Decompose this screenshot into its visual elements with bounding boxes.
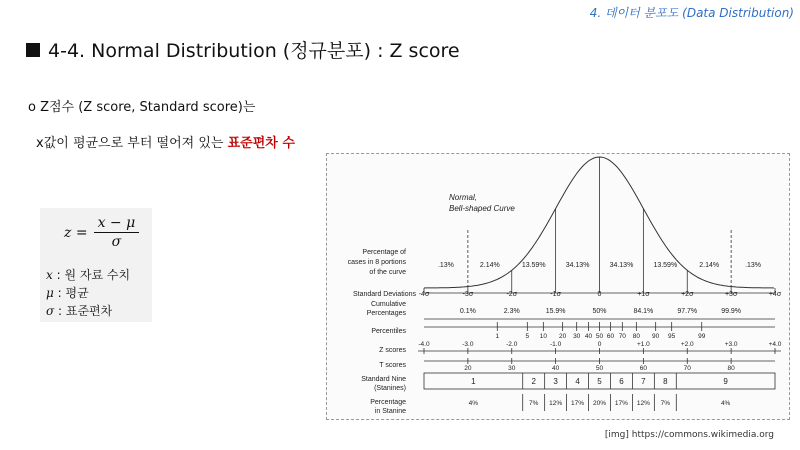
def-sigma: σ : 표준편차 bbox=[46, 304, 113, 318]
sd-tick-label: -2σ bbox=[506, 291, 518, 298]
stanine-label: 5 bbox=[597, 377, 602, 386]
stanine-label: 4 bbox=[575, 377, 580, 386]
sd-tick-label: +3σ bbox=[724, 291, 738, 298]
percentile-label: 10 bbox=[539, 333, 547, 340]
sd-tick-label: -3σ bbox=[462, 291, 474, 298]
percentile-label: 95 bbox=[668, 333, 676, 340]
percentile-label: 40 bbox=[584, 333, 593, 340]
stanine-pct-label: 17% bbox=[571, 400, 585, 407]
sd-tick-label: 0 bbox=[597, 291, 602, 298]
row-label-cumulative: Percentages bbox=[366, 310, 406, 317]
stanine-label: 6 bbox=[619, 377, 624, 386]
t-score-label: 20 bbox=[464, 365, 472, 372]
z-score-label: -2.0 bbox=[506, 341, 518, 348]
formula-denominator: σ bbox=[111, 234, 122, 250]
stanine-label: 3 bbox=[553, 377, 558, 386]
t-score-label: 70 bbox=[683, 365, 691, 372]
row-label-pct-cases: cases in 8 portions bbox=[347, 259, 406, 266]
cumulative-label: 0.1% bbox=[459, 308, 476, 315]
def-mu: μ : 평균 bbox=[46, 286, 89, 300]
percentile-label: 50 bbox=[595, 333, 604, 340]
title-square-icon bbox=[26, 43, 40, 57]
cumulative-label: 15.9% bbox=[545, 308, 566, 315]
cumulative-label: 50% bbox=[592, 308, 607, 315]
description bbox=[36, 132, 295, 151]
row-label-cumulative: Cumulative bbox=[370, 301, 406, 308]
portion-percentage: .13% bbox=[745, 262, 762, 269]
portion-percentage: 2.14% bbox=[699, 262, 720, 269]
z-score-label: +3.0 bbox=[724, 341, 738, 348]
percentile-label: 60 bbox=[606, 333, 615, 340]
cumulative-label: 97.7% bbox=[677, 308, 698, 315]
stanine-label: 7 bbox=[641, 377, 646, 386]
portion-percentage: 34.13% bbox=[565, 262, 590, 269]
row-label-pct-cases: of the curve bbox=[369, 269, 406, 276]
stanine-pct-label: 20% bbox=[592, 400, 607, 407]
distribution-svg bbox=[327, 154, 789, 419]
sd-tick-label: +2σ bbox=[681, 291, 694, 298]
description-prefix: x값이 평균으로 부터 떨어져 있는 bbox=[36, 136, 228, 151]
stanine-pct-label: 17% bbox=[614, 400, 628, 407]
row-label-stanines: (Stanines) bbox=[374, 385, 406, 392]
formula-definitions bbox=[46, 266, 130, 320]
cumulative-label: 2.3% bbox=[503, 308, 520, 315]
stanine-pct-label: 12% bbox=[636, 400, 650, 407]
curve-label-line: Bell-shaped Curve bbox=[449, 204, 515, 213]
z-score-label: +1.0 bbox=[636, 341, 650, 348]
t-score-label: 40 bbox=[552, 365, 560, 372]
portion-percentage: 13.59% bbox=[521, 262, 546, 269]
percentile-label: 5 bbox=[525, 333, 530, 340]
z-formula bbox=[64, 214, 139, 251]
z-score-label: -1.0 bbox=[550, 341, 562, 348]
description-highlight: 표준편차 수 bbox=[227, 136, 295, 151]
slide-title bbox=[26, 36, 460, 63]
normal-distribution-figure bbox=[326, 153, 790, 420]
percentile-label: 30 bbox=[573, 333, 581, 340]
percentile-label: 1 bbox=[495, 333, 500, 340]
percentile-label: 99 bbox=[698, 333, 706, 340]
sd-tick-label: -1σ bbox=[550, 291, 561, 298]
z-score-label: -3.0 bbox=[462, 341, 474, 348]
sd-tick-label: +4σ bbox=[768, 291, 782, 298]
formula-lhs: z = bbox=[64, 224, 88, 241]
bell-curve bbox=[424, 157, 774, 288]
row-label-stanine-pct: in Stanine bbox=[374, 408, 406, 415]
percentile-label: 90 bbox=[652, 333, 660, 340]
row-label-stanines: Standard Nine bbox=[361, 376, 406, 383]
percentile-label: 20 bbox=[559, 333, 567, 340]
slide-title-text: 4-4. Normal Distribution (정규분포) : Z score bbox=[48, 40, 460, 62]
t-score-label: 80 bbox=[727, 365, 735, 372]
percentile-label: 80 bbox=[632, 333, 640, 340]
cumulative-label: 99.9% bbox=[721, 308, 742, 315]
stanine-label: 2 bbox=[531, 377, 536, 386]
row-label-pct-cases: Percentage of bbox=[362, 249, 406, 256]
sd-tick-label: -4σ bbox=[418, 291, 430, 298]
t-score-label: 60 bbox=[639, 365, 647, 372]
portion-percentage: 2.14% bbox=[479, 262, 500, 269]
formula-box bbox=[40, 208, 152, 322]
t-score-label: 30 bbox=[508, 365, 516, 372]
percentile-label: 70 bbox=[618, 333, 626, 340]
row-label-t: T scores bbox=[379, 362, 406, 369]
stanine-pct-label: 4% bbox=[720, 400, 731, 407]
stanine-pct-label: 7% bbox=[660, 400, 671, 407]
formula-numerator: x − μ bbox=[94, 214, 140, 233]
row-label-sd: Standard Deviations bbox=[352, 291, 416, 298]
z-score-label: 0 bbox=[597, 341, 602, 348]
cumulative-label: 84.1% bbox=[633, 308, 654, 315]
z-score-label: -4.0 bbox=[418, 341, 430, 348]
portion-percentage: 34.13% bbox=[609, 262, 634, 269]
def-x: x : 원 자료 수치 bbox=[46, 268, 131, 282]
stanine-label: 1 bbox=[471, 377, 476, 386]
row-label-stanine-pct: Percentage bbox=[370, 399, 406, 406]
stanine-pct-label: 7% bbox=[528, 400, 539, 407]
stanine-label: 8 bbox=[663, 377, 668, 386]
t-score-label: 50 bbox=[595, 365, 604, 372]
section-tag: 4. 데이터 분포도 (Data Distribution) bbox=[589, 6, 794, 20]
image-credit: [img] https://commons.wikimedia.org bbox=[604, 430, 774, 440]
row-label-z: Z scores bbox=[379, 347, 406, 354]
curve-label-line: Normal, bbox=[449, 193, 478, 202]
z-score-label: +2.0 bbox=[680, 341, 694, 348]
portion-percentage: .13% bbox=[437, 262, 454, 269]
row-label-percentiles: Percentiles bbox=[371, 328, 406, 335]
formula-fraction bbox=[94, 214, 140, 251]
stanine-pct-label: 4% bbox=[468, 400, 479, 407]
stanine-label: 9 bbox=[723, 377, 728, 386]
stanine-pct-label: 12% bbox=[549, 400, 563, 407]
portion-percentage: 13.59% bbox=[653, 262, 678, 269]
bullet-heading: o Z점수 (Z score, Standard score)는 bbox=[28, 100, 256, 115]
z-score-label: +4.0 bbox=[768, 341, 782, 348]
sd-tick-label: +1σ bbox=[637, 291, 650, 298]
